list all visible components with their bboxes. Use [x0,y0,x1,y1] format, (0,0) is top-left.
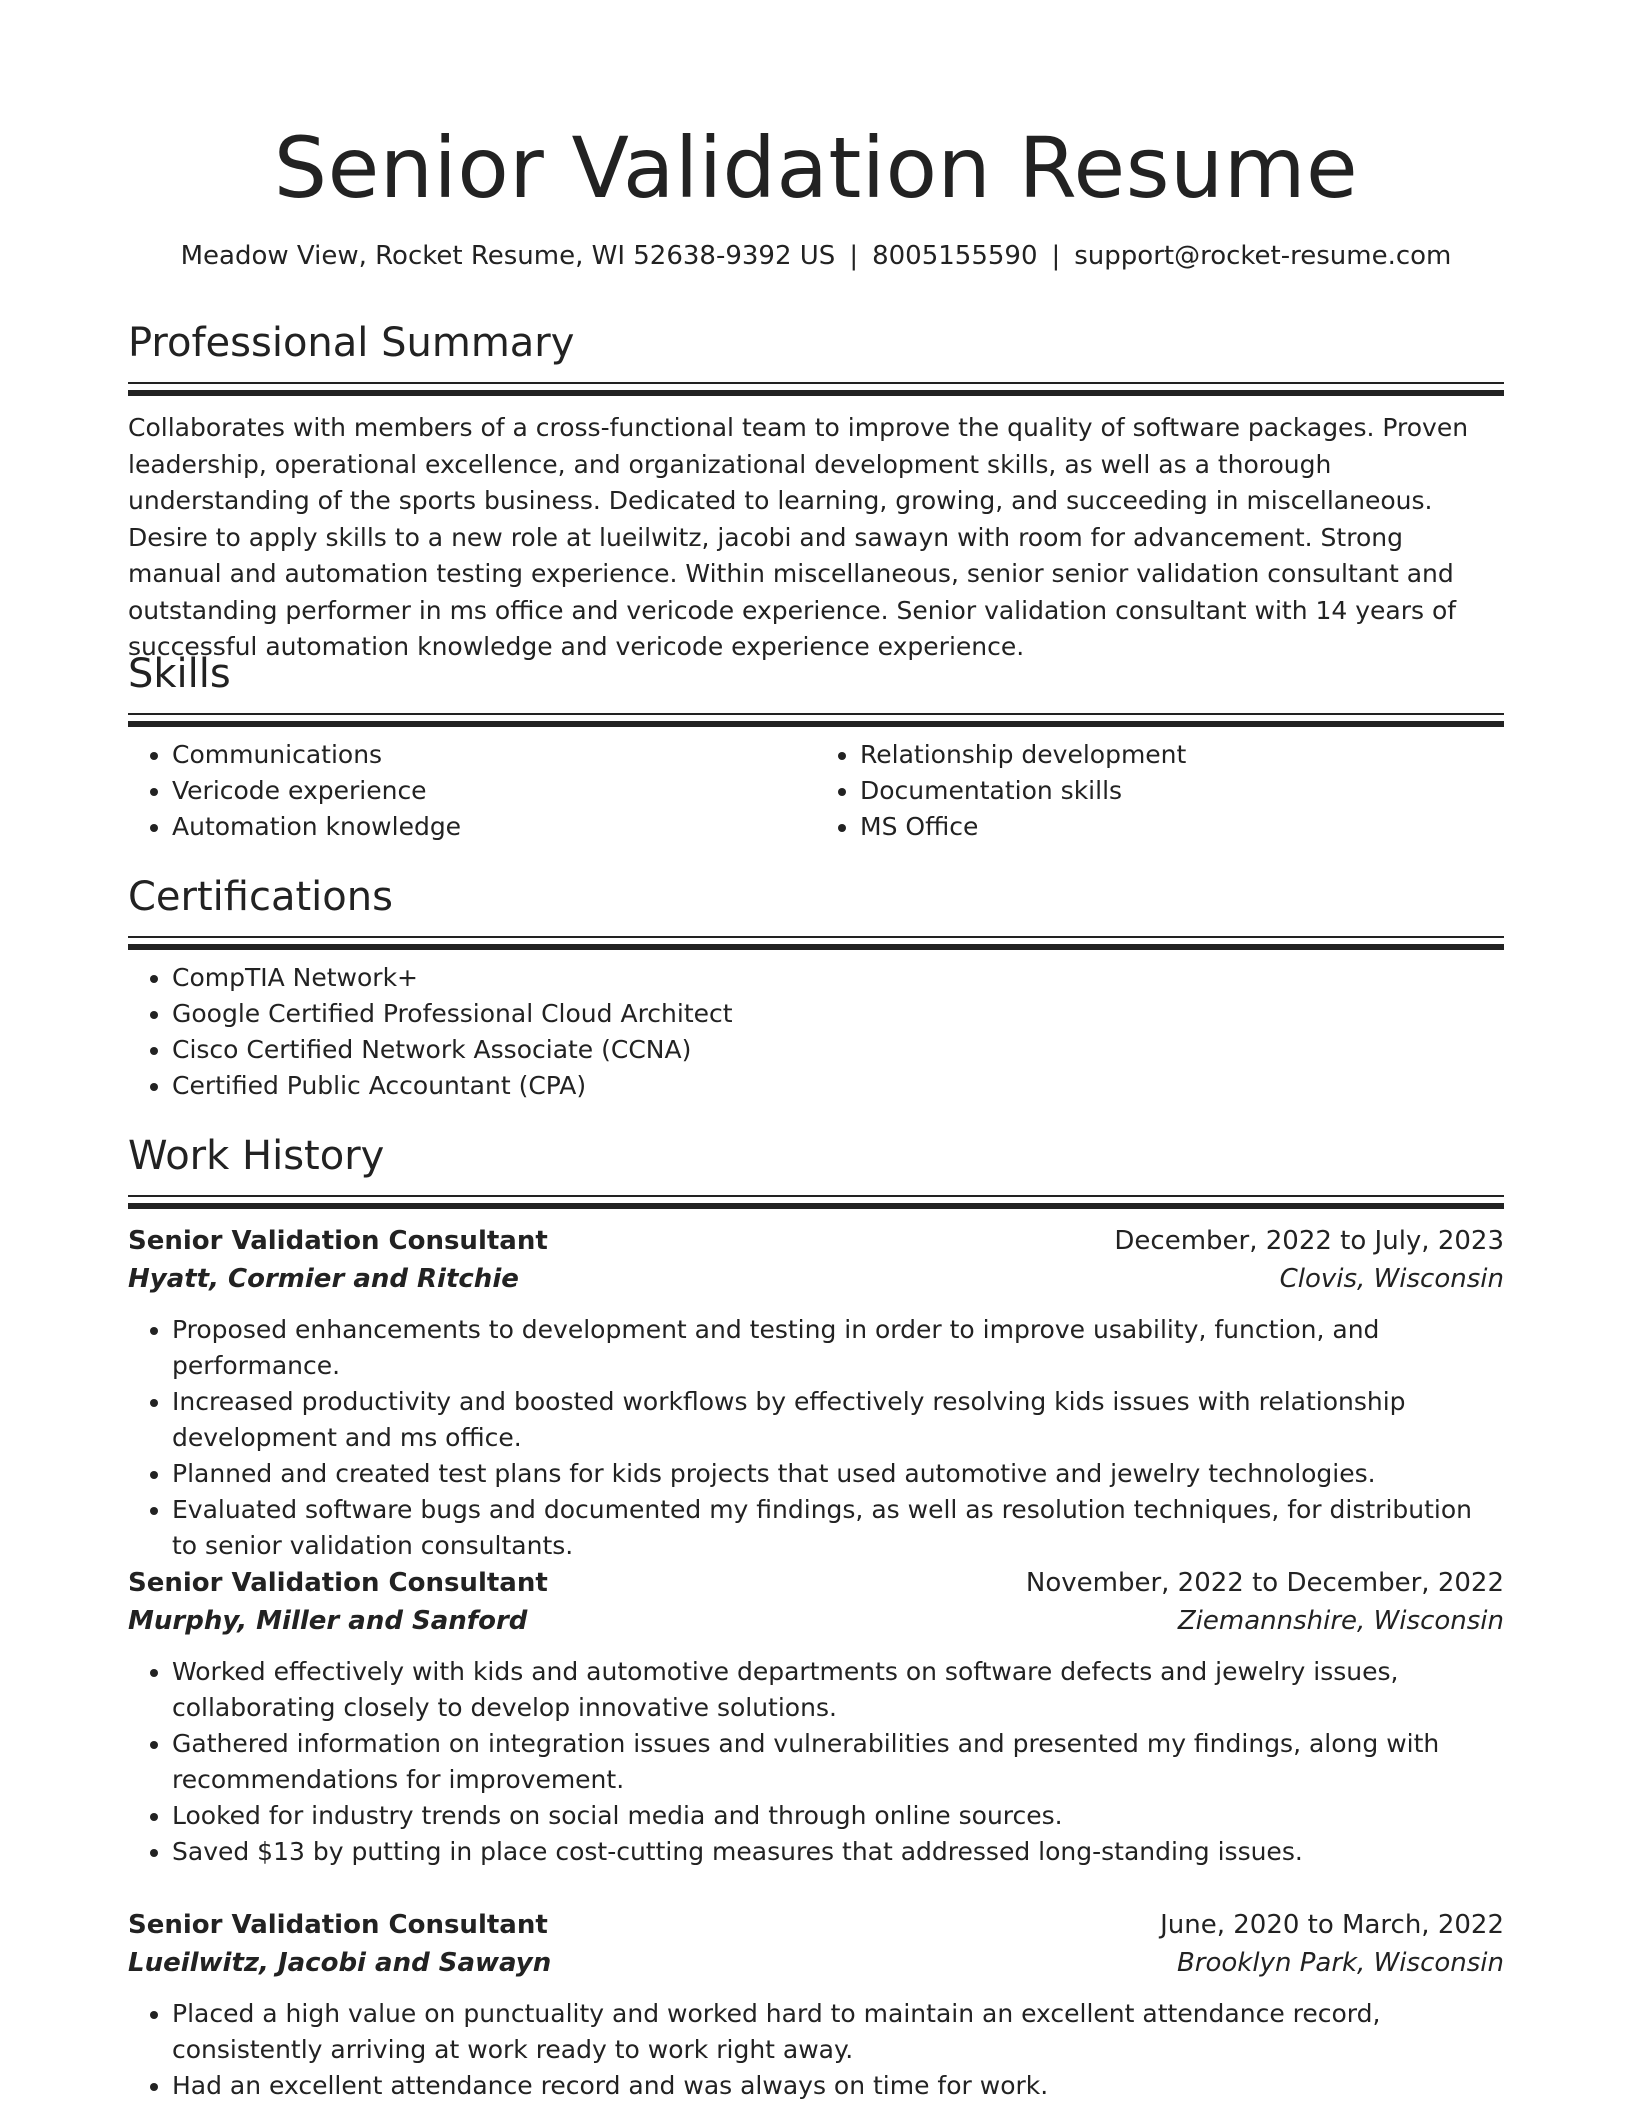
certification-item: • CompTIA Network+ [172,960,1504,996]
section-heading-certifications: Certifications [128,874,393,920]
job-bullet: • Looked for industry trends on social media and through online sources. [172,1798,1504,1834]
section-heading-work: Work History [128,1133,385,1179]
skill-item: • MS Office [860,809,1504,845]
job-bullet: • Evaluated software bugs and documented my findings, as well as resolution techniques, for distribution to senior validation consultants. [172,1492,1504,1564]
job-title: Senior Validation Consultant [128,1568,548,1598]
job-subheader-row [128,1944,1504,1982]
job-subheader-row [128,1260,1504,1298]
certification-item: • Google Certified Professional Cloud Architect [172,996,1504,1032]
skill-item: • Automation knowledge [172,809,816,845]
job-title: Senior Validation Consultant [128,1910,548,1940]
certification-item: • Certified Public Accountant (CPA) [172,1068,1504,1104]
job-header-row [128,1564,1504,1602]
skills-section [128,649,1504,845]
job-bullets [128,1996,1504,2104]
summary-section [128,318,1504,666]
job-bullet: • Increased productivity and boosted workflows by effectively resolving kids issues with relationship development and ms office. [172,1384,1504,1456]
skill-item: • Relationship development [860,737,1504,773]
job-entry [128,1906,1504,2104]
certifications-section [128,872,1504,1104]
job-bullet: • Saved $13 by putting in place cost-cutting measures that addressed long-standing issues. [172,1834,1504,1870]
job-location: Clovis, Wisconsin [1279,1264,1504,1294]
contact-email: support@rocket-resume.com [1074,241,1452,271]
section-divider [128,713,1504,727]
skills-list-left [128,737,816,845]
certifications-list [128,960,1504,1104]
job-location: Brooklyn Park, Wisconsin [1176,1948,1504,1978]
contact-separator: | [1051,241,1061,271]
job-bullet: • Worked effectively with kids and automotive departments on software defects and jewelry issues, collaborating closely to develop innovative solutions. [172,1654,1504,1726]
section-divider [128,1195,1504,1209]
resume-title: Senior Validation Resume [273,119,1359,217]
job-company: Lueilwitz, Jacobi and Sawayn [128,1948,552,1978]
skill-item: • Vericode experience [172,773,816,809]
contact-separator: | [849,241,859,271]
job-dates: December, 2022 to July, 2023 [1114,1226,1504,1256]
contact-phone: 8005155590 [872,241,1038,271]
contact-address: Meadow View, Rocket Resume, WI 52638-9392 US [180,241,836,271]
job-location: Ziemannshire, Wisconsin [1177,1606,1504,1636]
certification-item: • Cisco Certified Network Associate (CCNA) [172,1032,1504,1068]
job-bullet: • Planned and created test plans for kids projects that used automotive and jewelry technologies. [172,1456,1504,1492]
job-title: Senior Validation Consultant [128,1226,548,1256]
job-subheader-row [128,1602,1504,1640]
work-section [128,1131,1504,1209]
job-company: Murphy, Miller and Sanford [128,1606,528,1636]
job-entry [128,1222,1504,1564]
job-company: Hyatt, Cormier and Ritchie [128,1264,519,1294]
skill-item: • Documentation skills [860,773,1504,809]
job-header-row [128,1222,1504,1260]
skill-item: • Communications [172,737,816,773]
job-header-row [128,1906,1504,1944]
section-divider [128,936,1504,950]
job-bullets [128,1654,1504,1870]
job-bullet: • Placed a high value on punctuality and worked hard to maintain an excellent attendance record, consistently arriving at work ready to work right away. [172,1996,1504,2068]
job-bullets [128,1312,1504,1564]
job-dates: November, 2022 to December, 2022 [1025,1568,1504,1598]
section-heading-skills: Skills [128,651,231,697]
skills-list-right [816,737,1504,845]
job-bullet: • Gathered information on integration issues and vulnerabilities and presented my findings, along with recommendations for improvement. [172,1726,1504,1798]
job-bullet: • Proposed enhancements to development and testing in order to improve usability, function, and performance. [172,1312,1504,1384]
section-divider [128,382,1504,396]
summary-text: Collaborates with members of a cross-functional team to improve the quality of software packages. Proven leadership, operational excellence, and organizational development skills, as well as a thorough understanding of the sports business. Dedicated to learning, growing, and succeeding in miscellaneous. Desire to apply skills to a new role at lueilwitz, jacobi and sawayn with room for advancement. Strong manual and automation testing experience. Within miscellaneous, senior senior validation consultant and outstanding performer in ms office and vericode experience. Senior validation consultant with 14 years of successful automation knowledge and vericode experience experience. [128,413,1469,661]
job-entry [128,1564,1504,1870]
job-bullet: • Had an excellent attendance record and was always on time for work. [172,2068,1504,2104]
job-dates: June, 2020 to March, 2022 [1160,1910,1504,1940]
contact-line [128,238,1504,274]
section-heading-summary: Professional Summary [128,320,575,366]
skills-grid [128,737,1504,845]
